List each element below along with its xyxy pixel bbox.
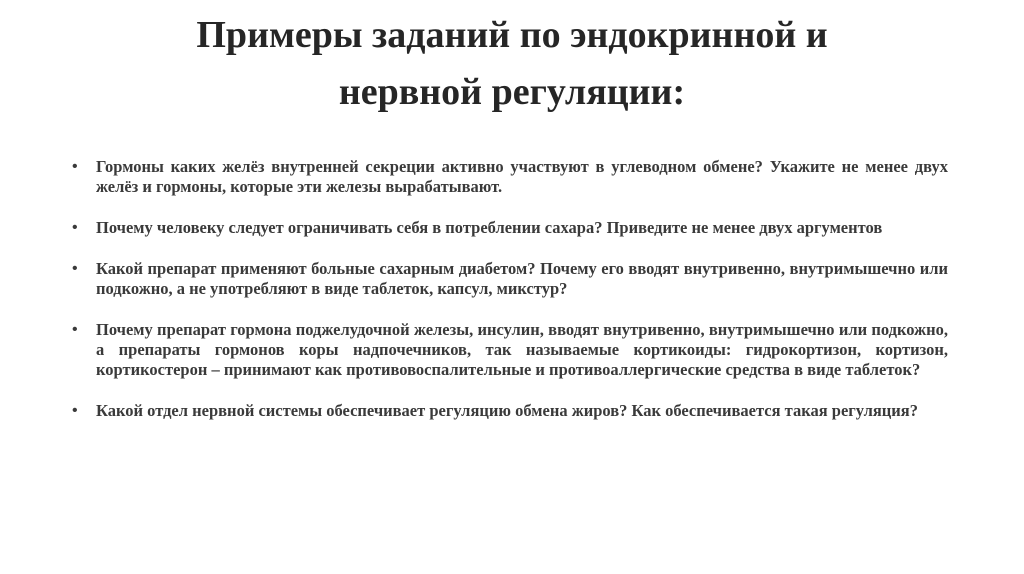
- question-text-5: Какой отдел нервной системы обеспечивает регуляцию обмена жиров? Как обеспечивается такая регуляция?: [96, 401, 918, 420]
- slide-title-line-1: Примеры заданий по эндокринной и: [196, 14, 828, 56]
- question-item: [72, 320, 948, 380]
- question-text-2: Почему человеку следует ограничивать себя в потреблении сахара? Приведите не менее двух аргументов: [96, 218, 883, 237]
- question-item: [72, 401, 948, 421]
- question-item: [72, 157, 948, 197]
- question-text-3: Какой препарат применяют больные сахарным диабетом? Почему его вводят внутривенно, внутримышечно или подкожно, а не употребляют в виде таблеток, капсул, микстур?: [96, 259, 948, 298]
- question-text-1: Гормоны каких желёз внутренней секреции активно участвуют в углеводном обмене? Укажите не менее двух желёз и гормоны, которые эти железы вырабатывают.: [96, 157, 948, 196]
- bullet-icon: •: [72, 219, 78, 236]
- slide-title: [100, 7, 924, 121]
- question-list: [72, 157, 948, 442]
- slide-title-line-2: нервной регуляции:: [338, 71, 686, 113]
- bullet-icon: •: [72, 321, 78, 338]
- bullet-icon: •: [72, 402, 78, 419]
- bullet-icon: •: [72, 158, 78, 175]
- bullet-icon: •: [72, 260, 78, 277]
- question-item: [72, 218, 948, 238]
- question-item: [72, 259, 948, 299]
- question-text-4: Почему препарат гормона поджелудочной железы, инсулин, вводят внутривенно, внутримышечно или подкожно, а препараты гормонов коры надпочечников, так называемые кортикоиды: гидрокортизон, кортизон, кортикостерон – принимают как противовоспалительные и противоаллергические средства в виде таблеток?: [96, 320, 948, 379]
